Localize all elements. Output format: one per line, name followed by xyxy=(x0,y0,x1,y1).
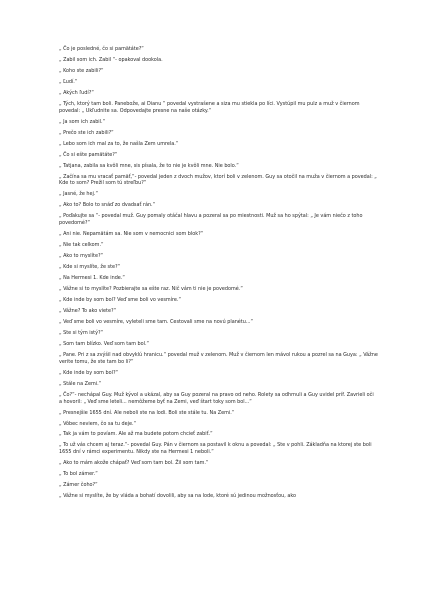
paragraph: „ Jasné, že hej.“ xyxy=(59,191,98,198)
paragraph: „ Veď sme boli vo vesmíre, vyleteli sme tam. Cestovali sme na novú planétu...“ xyxy=(59,319,254,326)
paragraph: „ Akých ľudí?“ xyxy=(59,89,94,96)
paragraph: „ To už vás chcem aj teraz.“- povedal Guy. Pán v čiernom sa postavil k oknu a povedal: „ Ste v pohli. Základňa na ktorej ste boli 1655 dní v rámci experimentu. Nikdy ste na Hermesi 1 neboli.“ xyxy=(59,442,372,456)
paragraph: „ Vážne? To ako viete?“ xyxy=(59,308,117,315)
paragraph: „ Vôbec neviem, čo sa tu deje.“ xyxy=(59,420,137,427)
paragraph: „ Ja som ich zabil.“ xyxy=(59,118,106,125)
paragraph: „ Tých, ktorý tam boli. Panebože, ai Dianu “ povedal vystrašene a siza mu stiekla po líci. Vystúpil mu pulz a muž v čiernom povedal: „ Ukľudnite sa. Odpovedajte presne na naše otázky.“ xyxy=(59,100,360,114)
paragraph: „ Vážne si myslíte, že by vláda a bohatí dovolili, aby sa na lode, ktoré sú jedinou možnosťou, ako xyxy=(59,493,296,500)
paragraph: „ Kde si myslíte, že ste?“ xyxy=(59,264,121,271)
paragraph: „ Pane. Pri z sa zvýšil nad obvyklú hranicu.“ povedal muž v zelenom. Muž v čiernom len mávol rukou a pozrel sa na Guya: „ Vážne verite tomu, že ste tam bo li?“ xyxy=(59,351,378,365)
paragraph: „ Zámer čoho?“ xyxy=(59,482,98,489)
paragraph: „ Tatjana, zabila sa kvôli mne, sis písala, že to nie je kvôli mne. Nie bolo.“ xyxy=(59,162,239,169)
paragraph: „ Presnejšie 1655 dní. Ale neboli ste na lodi. Boli ste stále tu. Na Zemi.“ xyxy=(59,409,235,416)
paragraph: „ Na Hermesi 1. Kde inde.“ xyxy=(59,275,125,282)
paragraph: „ Zabil som ich. Zabil “- opakoval dookola. xyxy=(59,56,163,63)
paragraph: „ Začína sa mu vracať pamäť,“- povedal jeden z dvoch mužov, ktorí boli v zelenom. Guy sa otočil na muža v čiernom a povedal: „ Kde to som? Prežil som tú streľbu?“ xyxy=(59,173,377,187)
paragraph: „ Ľudí.“ xyxy=(59,78,78,85)
paragraph: „ Stále na Zemi.“ xyxy=(59,380,102,387)
paragraph: „ Tak ja vám to povíam. Ale až ma budete potom chcieť zabiť.“ xyxy=(59,431,213,438)
paragraph: „ Lebo som ich mal za to, že našla Zem umrela.“ xyxy=(59,140,179,147)
paragraph: „ Vážne si to myslíte? Pozbierajte sa ešte raz. Nič vám ti nie je povedomé.“ xyxy=(59,286,243,293)
paragraph: „ Koho ste zabili?“ xyxy=(59,67,104,74)
paragraph: „ Ani nie. Nepamätám sa. Nie som v nemocnici som blok?“ xyxy=(59,231,204,238)
paragraph: „ Čo si ešte pamätáte?“ xyxy=(59,151,118,158)
paragraph: „ Čo je posledné, čo si pamätáte?“ xyxy=(59,46,144,52)
paragraph: „ Prečo ste ich zabili?“ xyxy=(59,129,114,136)
paragraph: „ To bol zámer.“ xyxy=(59,471,98,478)
paragraph: „ Ako to? Bolo to snáď zo dvadsať rán.“ xyxy=(59,202,156,209)
paragraph: „ Nie tak celkom.“ xyxy=(59,242,104,249)
paragraph: „ Kde inde by som bol?“ xyxy=(59,369,119,376)
paragraph: „ Kde inde by som bol? Veď sme boli vo vesmíre.“ xyxy=(59,297,181,304)
paragraph: „ Čo?“- nechápal Guy. Muž kývol a ukázal, aby sa Guy pozeral na pravo od neho. Rolety sa odhrnuli a Guy uvidel príf. Zavrieli oči a hovoril: „ Veď sme leteli... nemôžeme byť na Zemi, veď štart toky som bol...“ xyxy=(59,391,374,405)
paragraph: „ Som tam blízko. Veď som tam bol.“ xyxy=(59,341,150,347)
paragraph: „ Ako to mám akože chápať? Veď som tam bol. Žil som tam.“ xyxy=(59,460,209,467)
paragraph: „ Ste si tým istý?“ xyxy=(59,330,104,337)
paragraph: „ Ako to myslíte?“ xyxy=(59,253,104,260)
paragraph: „ Poďakujte sa “- povedal muž. Guy pomaly otáčal hlavu a pozeral sa po miestnosti. Muž sa ho spýtal: „ Je vám niečo z toho povedomé?“ xyxy=(59,213,363,227)
